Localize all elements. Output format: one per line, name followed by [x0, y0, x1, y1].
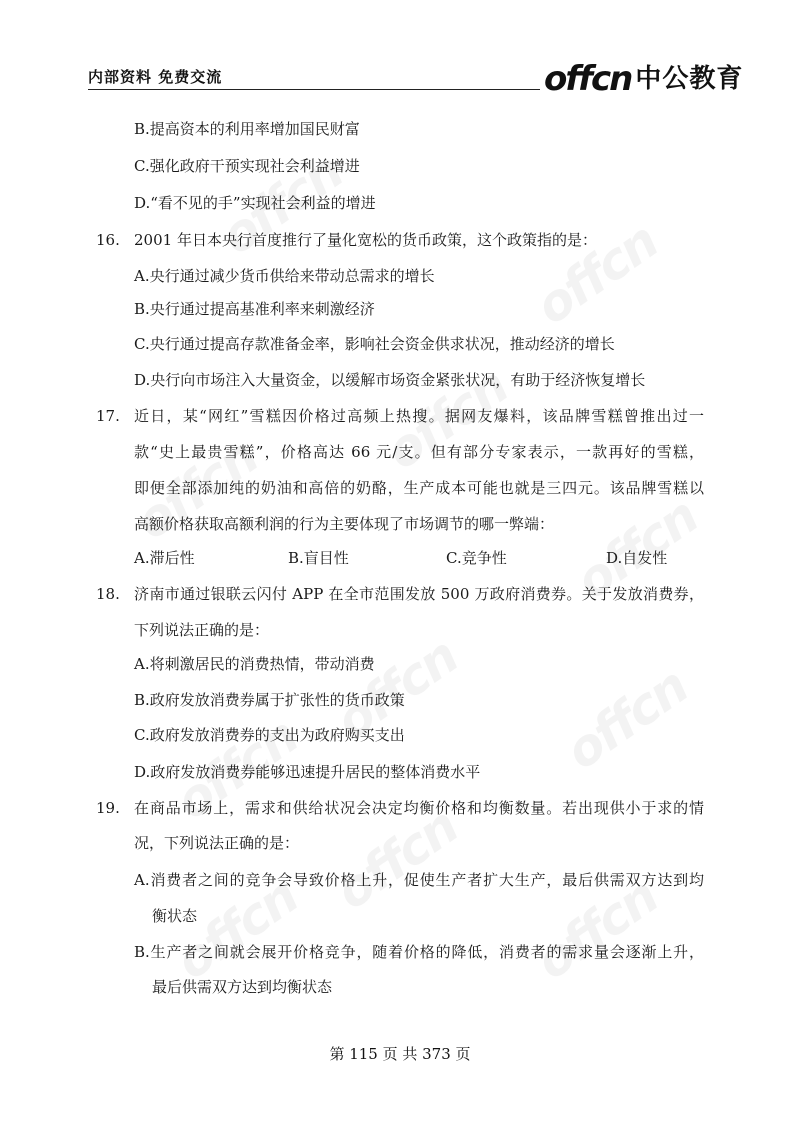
q17-option-d: D.自发性	[606, 549, 668, 567]
q16-option-c: C.央行通过提高存款准备金率，影响社会资金供求状况，推动经济的增长	[134, 335, 615, 353]
header-divider	[88, 89, 540, 90]
q16-option-a: A.央行通过减少货币供给来带动总需求的增长	[134, 267, 435, 285]
q16-option-b: B.央行通过提高基准利率来刺激经济	[134, 300, 375, 318]
option-d: D.“看不见的手”实现社会利益的增进	[134, 194, 376, 212]
q18-option-c: C.政府发放消费券的支出为政府购买支出	[134, 726, 405, 744]
logo-chinese-text: 中公教育	[635, 64, 744, 94]
question-number-19: 19.	[96, 799, 120, 817]
q17-option-c: C.竞争性	[446, 549, 507, 567]
option-b: B.提高资本的利用率增加国民财富	[134, 120, 360, 138]
q18-option-b: B.政府发放消费券属于扩张性的货币政策	[134, 691, 405, 709]
q16-option-d: D.央行向市场注入大量资金，以缓解市场资金紧张状况，有助于经济恢复增长	[134, 371, 646, 389]
q18-option-d: D.政府发放消费券能够迅速提升居民的整体消费水平	[134, 763, 481, 781]
question-18-text-line2: 下列说法正确的是：	[134, 621, 270, 639]
q17-option-a: A.滞后性	[134, 549, 195, 567]
q19-option-b-line2: 最后供需双方达到均衡状态	[152, 978, 333, 996]
header-label: 内部资料 免费交流	[88, 68, 223, 86]
question-17-text-line4: 高额价格获取高额利润的行为主要体现了市场调节的哪一弊端：	[134, 515, 555, 533]
watermark-logo	[555, 657, 697, 781]
question-number-16: 16.	[96, 231, 120, 249]
question-19-text-line1: 在商品市场上，需求和供给状况会决定均衡价格和均衡数量。若出现供小于求的情	[134, 799, 704, 817]
question-17-text-line2: 款“史上最贵雪糕”，价格高达 66 元/支。但有部分专家表示，一款再好的雪糕，	[134, 443, 704, 461]
question-16-text: 2001 年日本央行首度推行了量化宽松的货币政策，这个政策指的是：	[134, 231, 597, 249]
offcn-logo	[544, 56, 744, 99]
q18-option-a: A.将刺激居民的消费热情，带动消费	[134, 655, 375, 673]
q17-option-b: B.盲目性	[288, 549, 349, 567]
question-18-text-line1: 济南市通过银联云闪付 APP 在全市范围发放 500 万政府消费券。关于发放消费券，	[134, 585, 704, 603]
page-number: 第 115 页 共 373 页	[329, 1045, 471, 1063]
q19-option-b-line1: B.生产者之间就会展开价格竞争，随着价格的降低，消费者的需求量会逐渐上升，	[134, 943, 704, 961]
question-17-text-line3: 即便全部添加纯的奶油和高倍的奶酪，生产成本可能也就是三四元。该品牌雪糕以	[134, 479, 704, 497]
logo-latin-text: offcn	[544, 59, 632, 99]
question-17-text-line1: 近日，某“网红”雪糕因价格过高频上热搜。据网友爆料，该品牌雪糕曾推出过一	[134, 407, 704, 425]
question-number-18: 18.	[96, 585, 120, 603]
question-number-17: 17.	[96, 407, 120, 425]
q19-option-a-line1: A.消费者之间的竞争会导致价格上升，促使生产者扩大生产，最后供需双方达到均	[134, 871, 704, 889]
option-c: C.强化政府干预实现社会利益增进	[134, 157, 360, 175]
q19-option-a-line2: 衡状态	[152, 907, 198, 925]
question-19-text-line2: 况，下列说法正确的是：	[134, 834, 300, 852]
